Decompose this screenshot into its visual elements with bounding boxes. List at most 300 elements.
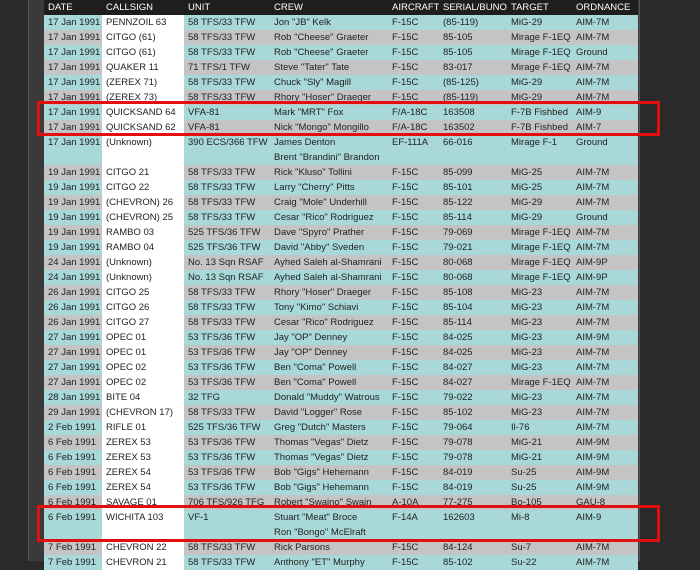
cell-date: 2 Feb 1991: [44, 420, 102, 435]
table-row: [44, 555, 638, 570]
cell-aircraft: F-15C: [388, 435, 439, 450]
cell-crew: Rhory "Hoser" Draeger: [270, 285, 388, 300]
cell-crew: Robert "Swaino" Swain: [270, 495, 388, 510]
cell-unit: 58 TFS/33 TFW: [184, 90, 270, 105]
cell-unit: 58 TFS/33 TFW: [184, 75, 270, 90]
cell-ordnance: AIM-9M: [572, 465, 638, 480]
cell-ordnance: AIM-7M: [572, 195, 638, 210]
cell-unit: 53 TFS/36 TFW: [184, 345, 270, 360]
cell-serial: 79-064: [439, 420, 507, 435]
col-header-ordnance: ORDNANCE: [572, 0, 638, 15]
cell-aircraft: F-15C: [388, 375, 439, 390]
cell-serial: 84-019: [439, 480, 507, 495]
cell-ordnance: Ground: [572, 135, 638, 165]
table-header-row: [44, 0, 638, 15]
table-row: [44, 375, 638, 390]
cell-aircraft: F-15C: [388, 555, 439, 570]
cell-aircraft: F-15C: [388, 330, 439, 345]
cell-crew: Ben "Coma" Powell: [270, 375, 388, 390]
cell-unit: VFA-81: [184, 120, 270, 135]
cell-callsign: OPEC 02: [102, 360, 184, 375]
cell-aircraft: F-15C: [388, 405, 439, 420]
cell-callsign: CITGO (61): [102, 45, 184, 60]
cell-callsign: RAMBO 03: [102, 225, 184, 240]
cell-serial: 84-025: [439, 345, 507, 360]
cell-ordnance: AIM-7M: [572, 60, 638, 75]
cell-serial: 79-022: [439, 390, 507, 405]
table-row: [44, 30, 638, 45]
cell-date: 24 Jan 1991: [44, 270, 102, 285]
cell-callsign: CITGO (61): [102, 30, 184, 45]
cell-crew: David "Logger" Rose: [270, 405, 388, 420]
cell-serial: 79-078: [439, 450, 507, 465]
cell-ordnance: AIM-7M: [572, 405, 638, 420]
cell-date: 17 Jan 1991: [44, 30, 102, 45]
cell-unit: 58 TFS/33 TFW: [184, 300, 270, 315]
cell-callsign: QUICKSAND 64: [102, 105, 184, 120]
crew-line: Ron "Bongo" McElraft: [274, 527, 366, 538]
cell-aircraft: F-15C: [388, 300, 439, 315]
cell-aircraft: F-15C: [388, 480, 439, 495]
cell-target: MiG-23: [507, 300, 572, 315]
cell-target: Mirage F-1: [507, 135, 572, 165]
cell-crew: Nick "Mongo" Mongillo: [270, 120, 388, 135]
cell-date: 29 Jan 1991: [44, 405, 102, 420]
cell-crew: Craig "Mole" Underhill: [270, 195, 388, 210]
cell-ordnance: AIM-9M: [572, 435, 638, 450]
cell-target: Mirage F-1EQ: [507, 255, 572, 270]
cell-target: MiG-23: [507, 345, 572, 360]
cell-callsign: QUAKER 11: [102, 60, 184, 75]
cell-callsign: ZEREX 54: [102, 480, 184, 495]
cell-target: MiG-25: [507, 165, 572, 180]
cell-unit: 53 TFS/36 TFW: [184, 450, 270, 465]
cell-callsign: (Unknown): [102, 255, 184, 270]
cell-unit: 58 TFS/33 TFW: [184, 555, 270, 570]
cell-target: Mi-8: [507, 510, 572, 540]
table-row: [44, 180, 638, 195]
cell-target: Mirage F-1EQ: [507, 45, 572, 60]
cell-ordnance: Ground: [572, 45, 638, 60]
cell-target: MiG-23: [507, 315, 572, 330]
cell-aircraft: F-15C: [388, 540, 439, 555]
cell-date: 6 Feb 1991: [44, 435, 102, 450]
cell-serial: 85-108: [439, 285, 507, 300]
cell-callsign: BITE 04: [102, 390, 184, 405]
cell-date: 19 Jan 1991: [44, 225, 102, 240]
table-row: [44, 270, 638, 285]
cell-target: Mirage F-1EQ: [507, 30, 572, 45]
cell-crew: Thomas "Vegas" Dietz: [270, 435, 388, 450]
table-row: [44, 495, 638, 510]
cell-aircraft: F-15C: [388, 60, 439, 75]
cell-unit: 32 TFG: [184, 390, 270, 405]
cell-date: 7 Feb 1991: [44, 540, 102, 555]
cell-crew: Jay "OP" Denney: [270, 330, 388, 345]
cell-callsign: WICHITA 103: [102, 510, 184, 540]
cell-ordnance: AIM-7M: [572, 420, 638, 435]
cell-target: Il-76: [507, 420, 572, 435]
cell-date: 27 Jan 1991: [44, 375, 102, 390]
cell-aircraft: F-15C: [388, 30, 439, 45]
cell-crew: Larry "Cherry" Pitts: [270, 180, 388, 195]
cell-date: 26 Jan 1991: [44, 315, 102, 330]
cell-date: 7 Feb 1991: [44, 555, 102, 570]
cell-serial: 162603: [439, 510, 507, 540]
table-row: [44, 120, 638, 135]
cell-date: 17 Jan 1991: [44, 105, 102, 120]
table-row: [44, 15, 638, 30]
cell-ordnance: AIM-7M: [572, 75, 638, 90]
crew-line: James Denton: [274, 137, 336, 148]
cell-unit: 525 TFS/36 TFW: [184, 225, 270, 240]
cell-ordnance: AIM-7M: [572, 360, 638, 375]
col-header-aircraft: AIRCRAFT: [388, 0, 439, 15]
cell-unit: 58 TFS/33 TFW: [184, 30, 270, 45]
cell-unit: 53 TFS/36 TFW: [184, 435, 270, 450]
table-row: [44, 540, 638, 555]
table-row: [44, 465, 638, 480]
cell-serial: 85-114: [439, 315, 507, 330]
table-row: [44, 330, 638, 345]
cell-callsign: RIFLE 01: [102, 420, 184, 435]
table-row: [44, 255, 638, 270]
cell-serial: (85-119): [439, 90, 507, 105]
cell-ordnance: Ground: [572, 210, 638, 225]
cell-aircraft: F-15C: [388, 225, 439, 240]
cell-ordnance: AIM-7M: [572, 240, 638, 255]
cell-date: 27 Jan 1991: [44, 360, 102, 375]
cell-ordnance: AIM-7M: [572, 165, 638, 180]
cell-serial: 79-021: [439, 240, 507, 255]
cell-aircraft: F-14A: [388, 510, 439, 540]
cell-date: 27 Jan 1991: [44, 330, 102, 345]
cell-target: MiG-25: [507, 180, 572, 195]
cell-callsign: OPEC 01: [102, 345, 184, 360]
cell-ordnance: AIM-7M: [572, 285, 638, 300]
cell-ordnance: AIM-9M: [572, 480, 638, 495]
table-row: [44, 315, 638, 330]
cell-aircraft: F-15C: [388, 180, 439, 195]
cell-crew: Tony "Kimo" Schiavi: [270, 300, 388, 315]
cell-date: 19 Jan 1991: [44, 210, 102, 225]
col-header-crew: CREW: [270, 0, 388, 15]
col-header-serial: SERIAL/BUNO: [439, 0, 507, 15]
cell-aircraft: F-15C: [388, 75, 439, 90]
cell-target: F-7B Fishbed: [507, 120, 572, 135]
cell-crew: David "Abby" Sveden: [270, 240, 388, 255]
table-row: [44, 450, 638, 465]
cell-callsign: CITGO 22: [102, 180, 184, 195]
cell-aircraft: F-15C: [388, 465, 439, 480]
cell-unit: 58 TFS/33 TFW: [184, 195, 270, 210]
cell-target: Su-25: [507, 480, 572, 495]
cell-ordnance: AIM-7M: [572, 30, 638, 45]
cell-crew: Rick Parsons: [270, 540, 388, 555]
cell-aircraft: F-15C: [388, 240, 439, 255]
cell-callsign: CHEVRON 22: [102, 540, 184, 555]
cell-ordnance: AIM-9: [572, 510, 638, 540]
cell-target: Mirage F-1EQ: [507, 240, 572, 255]
cell-crew: [270, 135, 388, 165]
table-row: [44, 510, 638, 540]
cell-target: Su-22: [507, 555, 572, 570]
cell-crew: Chuck "Sly" Magill: [270, 75, 388, 90]
cell-target: Su-25: [507, 465, 572, 480]
cell-serial: 85-102: [439, 405, 507, 420]
cell-serial: 84-027: [439, 360, 507, 375]
cell-serial: 85-122: [439, 195, 507, 210]
table-row: [44, 75, 638, 90]
cell-target: MiG-23: [507, 285, 572, 300]
cell-ordnance: AIM-7M: [572, 390, 638, 405]
cell-target: MiG-29: [507, 210, 572, 225]
cell-callsign: CITGO 25: [102, 285, 184, 300]
cell-aircraft: F-15C: [388, 450, 439, 465]
cell-ordnance: AIM-9M: [572, 450, 638, 465]
cell-callsign: (Unknown): [102, 135, 184, 165]
cell-aircraft: F-15C: [388, 315, 439, 330]
cell-date: 6 Feb 1991: [44, 450, 102, 465]
cell-date: 17 Jan 1991: [44, 75, 102, 90]
cell-serial: 84-124: [439, 540, 507, 555]
cell-aircraft: F-15C: [388, 165, 439, 180]
cell-ordnance: AIM-9P: [572, 270, 638, 285]
cell-unit: No. 13 Sqn RSAF: [184, 255, 270, 270]
cell-callsign: (CHEVRON 17): [102, 405, 184, 420]
cell-aircraft: F-15C: [388, 195, 439, 210]
cell-date: 19 Jan 1991: [44, 240, 102, 255]
cell-serial: 79-078: [439, 435, 507, 450]
cell-crew: Bob "Gigs" Hehemann: [270, 465, 388, 480]
crew-line: Stuart "Meat" Broce: [274, 512, 358, 523]
col-header-date: DATE: [44, 0, 102, 15]
cell-aircraft: F-15C: [388, 255, 439, 270]
cell-callsign: ZEREX 54: [102, 465, 184, 480]
cell-serial: 66-016: [439, 135, 507, 165]
cell-callsign: (ZEREX 73): [102, 90, 184, 105]
table-row: [44, 480, 638, 495]
cell-callsign: CITGO 21: [102, 165, 184, 180]
cell-ordnance: AIM-7M: [572, 555, 638, 570]
cell-crew: Rick "Kluso" Tollini: [270, 165, 388, 180]
cell-crew: Rob "Cheese" Graeter: [270, 45, 388, 60]
cell-unit: 53 TFS/36 TFW: [184, 465, 270, 480]
cell-aircraft: EF-111A: [388, 135, 439, 165]
cell-target: F-7B Fishbed: [507, 105, 572, 120]
cell-date: 17 Jan 1991: [44, 90, 102, 105]
cell-unit: 58 TFS/33 TFW: [184, 15, 270, 30]
cell-crew: Anthony "ET" Murphy: [270, 555, 388, 570]
cell-aircraft: F-15C: [388, 15, 439, 30]
cell-serial: 85-114: [439, 210, 507, 225]
cell-crew: Donald "Muddy" Watrous: [270, 390, 388, 405]
cell-callsign: RAMBO 04: [102, 240, 184, 255]
cell-callsign: SAVAGE 01: [102, 495, 184, 510]
col-header-callsign: CALLSIGN: [102, 0, 184, 15]
cell-crew: Greg "Dutch" Masters: [270, 420, 388, 435]
table-row: [44, 240, 638, 255]
cell-callsign: CITGO 27: [102, 315, 184, 330]
cell-aircraft: F/A-18C: [388, 105, 439, 120]
cell-callsign: CITGO 26: [102, 300, 184, 315]
cell-unit: 58 TFS/33 TFW: [184, 210, 270, 225]
cell-serial: 85-102: [439, 555, 507, 570]
cell-target: MiG-23: [507, 330, 572, 345]
cell-unit: VF-1: [184, 510, 270, 540]
cell-unit: 71 TFS/1 TFW: [184, 60, 270, 75]
cell-date: 27 Jan 1991: [44, 345, 102, 360]
cell-unit: 706 TFS/926 TFG: [184, 495, 270, 510]
cell-serial: 85-105: [439, 30, 507, 45]
cell-ordnance: AIM-9P: [572, 255, 638, 270]
cell-aircraft: A-10A: [388, 495, 439, 510]
cell-ordnance: AIM-9: [572, 105, 638, 120]
cell-date: 19 Jan 1991: [44, 195, 102, 210]
cell-unit: 53 TFS/36 TFW: [184, 330, 270, 345]
cell-callsign: PENNZOIL 63: [102, 15, 184, 30]
cell-callsign: CHEVRON 21: [102, 555, 184, 570]
cell-target: Su-7: [507, 540, 572, 555]
col-header-target: TARGET: [507, 0, 572, 15]
cell-ordnance: AIM-7: [572, 120, 638, 135]
cell-crew: Rob "Cheese" Graeter: [270, 30, 388, 45]
table-row: [44, 225, 638, 240]
cell-date: 6 Feb 1991: [44, 495, 102, 510]
cell-serial: 163508: [439, 105, 507, 120]
cell-callsign: OPEC 01: [102, 330, 184, 345]
cell-target: MiG-29: [507, 195, 572, 210]
cell-ordnance: AIM-7M: [572, 300, 638, 315]
cell-crew: Jon "JB" Kelk: [270, 15, 388, 30]
cell-callsign: OPEC 02: [102, 375, 184, 390]
cell-crew: Cesar "Rico" Rodriguez: [270, 315, 388, 330]
cell-date: 19 Jan 1991: [44, 180, 102, 195]
cell-crew: Bob "Gigs" Hehemann: [270, 480, 388, 495]
cell-target: Mirage F-1EQ: [507, 225, 572, 240]
cell-aircraft: F-15C: [388, 45, 439, 60]
cell-callsign: QUICKSAND 62: [102, 120, 184, 135]
cell-serial: 80-068: [439, 255, 507, 270]
cell-aircraft: F-15C: [388, 390, 439, 405]
cell-unit: 525 TFS/36 TFW: [184, 420, 270, 435]
cell-unit: VFA-81: [184, 105, 270, 120]
table-row: [44, 165, 638, 180]
cell-serial: (85-119): [439, 15, 507, 30]
cell-crew: Jay "OP" Denney: [270, 345, 388, 360]
cell-date: 17 Jan 1991: [44, 60, 102, 75]
cell-serial: 85-104: [439, 300, 507, 315]
cell-unit: 58 TFS/33 TFW: [184, 315, 270, 330]
table-row: [44, 45, 638, 60]
cell-ordnance: AIM-7M: [572, 90, 638, 105]
cell-ordnance: AIM-7M: [572, 345, 638, 360]
cell-aircraft: F-15C: [388, 420, 439, 435]
cell-aircraft: F/A-18C: [388, 120, 439, 135]
cell-callsign: (ZEREX 71): [102, 75, 184, 90]
table-row: [44, 195, 638, 210]
cell-date: 6 Feb 1991: [44, 510, 102, 540]
cell-aircraft: F-15C: [388, 345, 439, 360]
crew-line: Brent "Brandini" Brandon: [274, 152, 380, 163]
table-row: [44, 135, 638, 165]
table-row: [44, 300, 638, 315]
cell-crew: Ben "Coma" Powell: [270, 360, 388, 375]
cell-callsign: ZEREX 53: [102, 450, 184, 465]
cell-date: 17 Jan 1991: [44, 135, 102, 165]
cell-unit: 58 TFS/33 TFW: [184, 540, 270, 555]
cell-unit: 53 TFS/36 TFW: [184, 480, 270, 495]
cell-aircraft: F-15C: [388, 360, 439, 375]
cell-unit: 58 TFS/33 TFW: [184, 180, 270, 195]
cell-unit: 58 TFS/33 TFW: [184, 405, 270, 420]
table-row: [44, 210, 638, 225]
cell-serial: 80-068: [439, 270, 507, 285]
table-row: [44, 390, 638, 405]
cell-date: 26 Jan 1991: [44, 300, 102, 315]
cell-date: 26 Jan 1991: [44, 285, 102, 300]
col-header-unit: UNIT: [184, 0, 270, 15]
table-row: [44, 360, 638, 375]
cell-ordnance: AIM-7M: [572, 180, 638, 195]
table-row: [44, 420, 638, 435]
cell-date: 17 Jan 1991: [44, 45, 102, 60]
cell-ordnance: AIM-7M: [572, 15, 638, 30]
cell-unit: 58 TFS/33 TFW: [184, 165, 270, 180]
cell-target: MiG-21: [507, 450, 572, 465]
cell-unit: 53 TFS/36 TFW: [184, 360, 270, 375]
cell-serial: 163502: [439, 120, 507, 135]
cell-unit: 58 TFS/33 TFW: [184, 45, 270, 60]
cell-crew: Ayhed Saleh al-Shamrani: [270, 255, 388, 270]
table-body: [44, 15, 638, 570]
cell-target: MiG-23: [507, 390, 572, 405]
cell-serial: 79-069: [439, 225, 507, 240]
cell-target: MiG-29: [507, 90, 572, 105]
cell-aircraft: F-15C: [388, 210, 439, 225]
cell-target: MiG-29: [507, 75, 572, 90]
cell-serial: 83-017: [439, 60, 507, 75]
cell-target: MiG-23: [507, 405, 572, 420]
cell-callsign: (CHEVRON) 25: [102, 210, 184, 225]
cell-date: 6 Feb 1991: [44, 465, 102, 480]
cell-serial: 84-027: [439, 375, 507, 390]
cell-serial: (85-125): [439, 75, 507, 90]
table-row: [44, 60, 638, 75]
cell-ordnance: AIM-7M: [572, 375, 638, 390]
table-row: [44, 435, 638, 450]
cell-target: Bo-105: [507, 495, 572, 510]
cell-unit: No. 13 Sqn RSAF: [184, 270, 270, 285]
cell-unit: 525 TFS/36 TFW: [184, 240, 270, 255]
cell-target: MiG-21: [507, 435, 572, 450]
cell-date: 24 Jan 1991: [44, 255, 102, 270]
cell-target: MiG-29: [507, 15, 572, 30]
cell-crew: [270, 510, 388, 540]
cell-target: Mirage F-1EQ: [507, 60, 572, 75]
cell-ordnance: AIM-7M: [572, 225, 638, 240]
cell-crew: Dave "Spyro" Prather: [270, 225, 388, 240]
cell-date: 19 Jan 1991: [44, 165, 102, 180]
cell-serial: 85-099: [439, 165, 507, 180]
table-row: [44, 285, 638, 300]
cell-serial: 85-105: [439, 45, 507, 60]
cell-unit: 58 TFS/33 TFW: [184, 285, 270, 300]
air-victories-table: [44, 0, 638, 570]
cell-ordnance: AIM-9M: [572, 330, 638, 345]
table-row: [44, 345, 638, 360]
table-row: [44, 405, 638, 420]
